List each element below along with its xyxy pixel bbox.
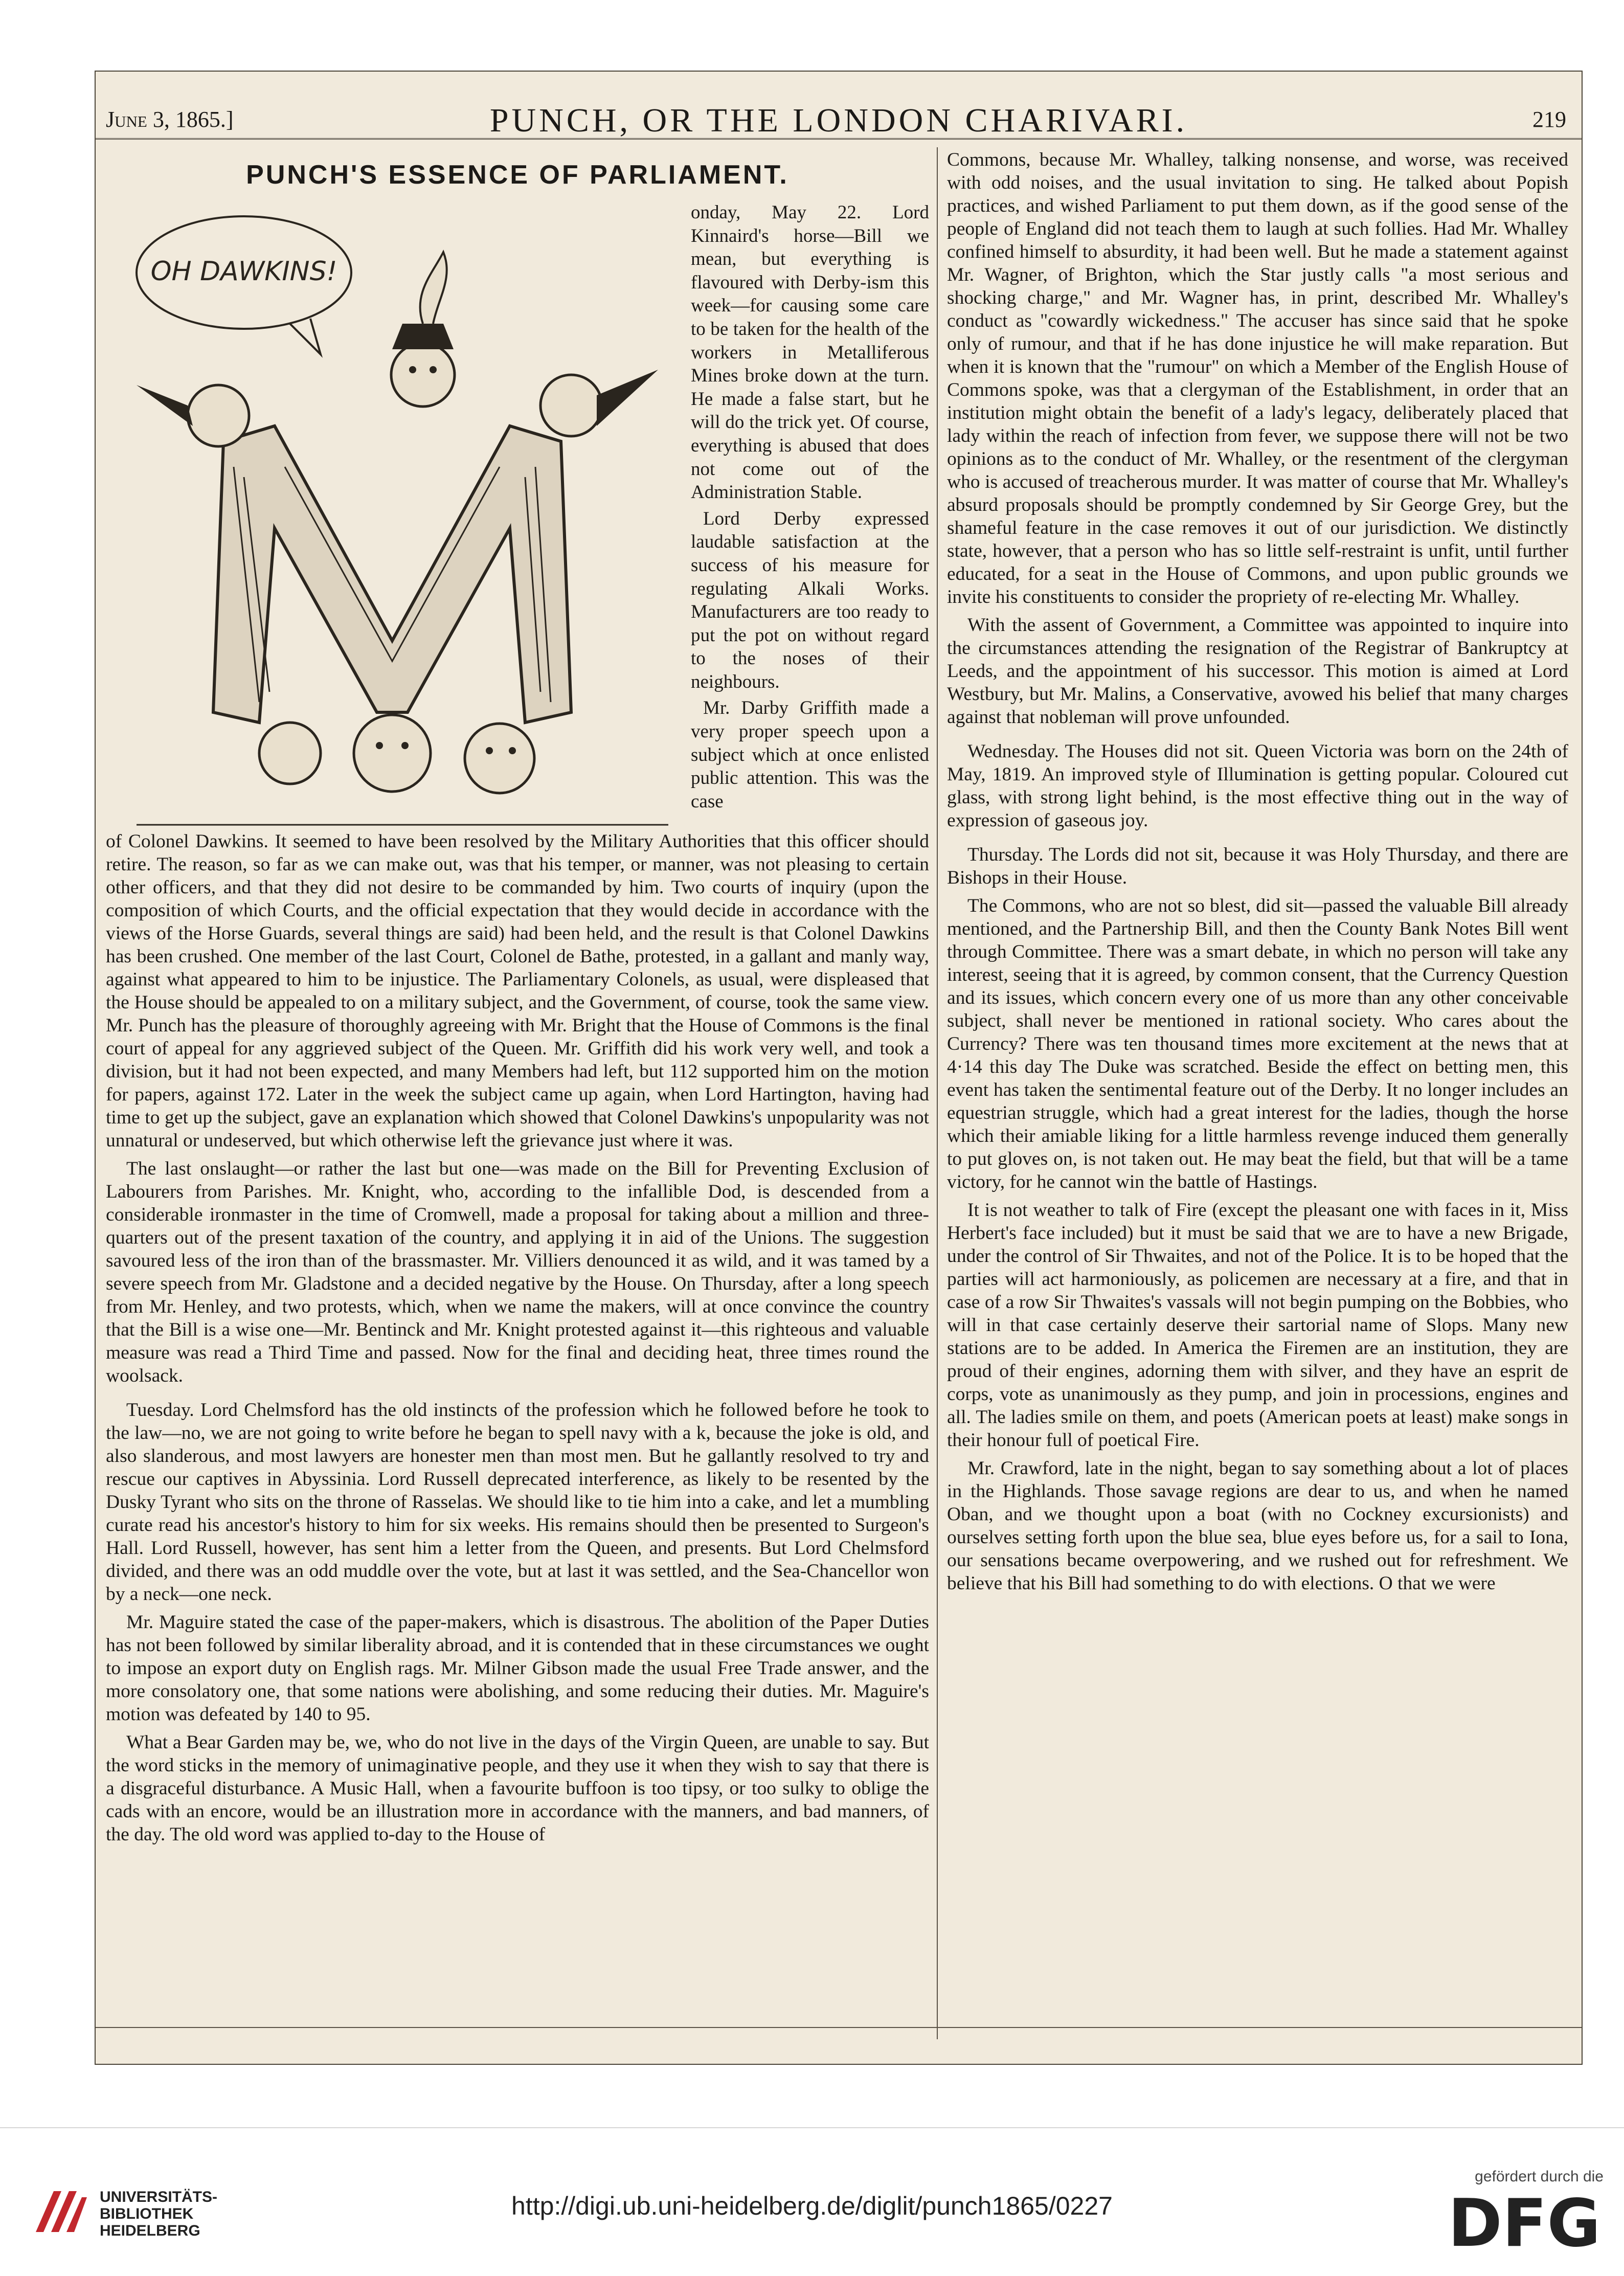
article-paragraph: The last onslaught—or rather the last but one—was made on the Bill for Preventing Exclusion of Labourers from Parishes. Mr. Knight, who, according to the infallible Dod, is descended from a considerable ironmaster in the time of Cromwell, made a proposal for taking about a million and three-quarters out of the present taxation of the country, and applying it in aid of the Unions. The suggestion savoured less of the iron than of the brassmaster. Mr. Villiers denounced it as wild, and it was tamed by a severe speech from Mr. Gladstone and a decided negative by the House. On Thursday, after a long speech from Mr. Henley, and two protests, which, when we name the makers, will at once convince the country that the Bill is a wise one—Mr. Bentinck and Mr. Knight protested against it—this righteous and valuable measure was read a Third Time and passed. Now for the final and deciding heat, three times round the woolsack. [106,1158,929,1386]
speech-bubble-text: OH DAWKINS! [150,256,337,287]
article-paragraph: The Commons, who are not so blest, did sit—passed the valuable Bill already mentioned, and the Partnership Bill, and then the County Bank Notes Bill went through Committee. There was a smart debate, in which no person will take any interest, seeing that it is agreed, by common consent, that the Currency Question and its issues, which concern every one of us more than any other conceivable subject, shall never be mentioned in rational society. Who cares about the Currency? There was ten thousand times more excitement at the news that at 4·14 this day The Duke was scratched. Beside the effect on betting men, this event has taken the sentimental feature out of the Derby. It no longer includes an equestrian struggle, which had a great interest for the ladies, though the horse which their amiable liking for a little harmless revenge induced them generally to put gloves on, is not taken out. He may beat the field, but that will be a tame victory, for he cannot win the battle of Hastings. [947,895,1568,1192]
left-column [106,148,929,1851]
cartoon-illustration [106,201,673,830]
lead-paragraph: Mr. Darby Griffith made a very proper speech upon a subject which at once enlisted public attention. This was the case [691,697,929,812]
footer-divider [0,2127,1624,2128]
article-paragraph: Thursday. The Lords did not sit, because it was Holy Thursday, and there are Bishops in their House. [947,844,1568,888]
issue-date: June 3, 1865.] [106,107,234,132]
article-paragraph: With the assent of Government, a Committee was appointed to inquire into the circumstances attending the resignation of the Registrar of Bankruptcy at Leeds, and the appointment of his successor. This motion is aimed at Lord Westbury, but Mr. Malins, a Conservative, avowed his belief that many charges against that nobleman will prove unfounded. [947,615,1568,728]
article-title: PUNCH'S ESSENCE OF PARLIAMENT. [246,160,789,190]
source-url-link[interactable]: http://digi.ub.uni-heidelberg.de/diglit/punch1865/0227 [511,2192,1113,2220]
article-paragraph: What a Bear Garden may be, we, who do not live in the days of the Virgin Queen, are unable to say. But the word sticks in the memory of unimaginative people, and they use it when they wish to say that there is a disgraceful disturbance. A Music Hall, when a favourite buffoon is too tipsy, or too sulky to oblige the cads with an encore, would be an illustration more in accordance with the manners, and bad manners, of the day. The old word was applied to-day to the House of [106,1732,929,1845]
newspaper-page [95,71,1583,2065]
article-paragraph: Mr. Maguire stated the case of the paper-makers, which is disastrous. The abolition of the Paper Duties has not been followed by similar liberality abroad, and it is contended that in these circumstances we ought to impose an export duty on English rags. Mr. Milner Gibson made the usual Free Trade answer, and the more consolatory one, that some nations were abolishing, and some reducing their duties. Mr. Maguire's motion was defeated by 140 to 95. [106,1612,929,1725]
column-divider [937,147,938,2039]
publication-title: PUNCH, OR THE LONDON CHARIVARI. [489,102,1188,139]
article-paragraph: Commons, because Mr. Whalley, talking nonsense, and worse, was received with odd noises, and the usual invitation to sing. He talked about Popish practices, and wished Parliament to put them down, as if the good sense of the people of England did not teach them to laugh at such follies. Had Mr. Whalley confined himself to absurdity, it had been well. But he made a statement against Mr. Wagner, of Brighton, which the Star justly calls "a most serious and shocking charge," and Mr. Wagner has, in print, described Mr. Whalley's conduct as "cowardly wickedness." The accuser has since said that he spoke only of rumour, and that if he has done injustice he will make reparation. But when it is known that the "rumour" on which a Member of the English House of Commons spoke, was that a clergyman of the Establishment, in order that an institution might obtain the benefit of a lady's legacy, deliberately placed that lady within the reach of infection from fever, we suppose there will not be two opinions as to the conduct of Mr. Whalley, or the resentment of the clergyman who is accused of treacherous murder. It was matter of course that Mr. Whalley's absurd proposals should be promptly condemned by Sir George Grey, but the shameful feature in the case removes it out of our jurisdiction. We distinctly state, however, that a person who has so little self-restraint is unfit, until further educated, for a seat in the House of Commons, and upon public grounds we invite his constituents to consider the propriety of re-electing Mr. Whalley. [947,149,1568,607]
article-paragraph: Wednesday. The Houses did not sit. Queen Victoria was born on the 24th of May, 1819. An improved style of Illumination is getting popular. Coloured cut glass, with strong light behind, is the most effective thing out in the way of expression of gaseous joy. [947,741,1568,831]
dfg-logo-text: DFG [1448,2189,1601,2255]
dfg-logo-icon [1445,2189,1604,2255]
article-paragraph: Mr. Crawford, late in the night, began to say something about a lot of places in the Highlands. Those savage regions are dear to us, and when he named Oban, and we thought upon a boat (with no Cockney excursionists) and ourselves setting forth upon the blue sea, blue eyes before us, for a sail to Iona, our sensations became overpowering, and we rushed out for refreshment. We believe that his Bill had something to do with elections. O that we were [947,1458,1568,1594]
article-paragraph: Tuesday. Lord Chelmsford has the old instincts of the profession which he followed before he took to the law—no, we are not going to write before he began to spell navy with a k, because the joke is old, and also slanderous, and most lawyers are honester men than most men. But he gallantly resolved to try and rescue our captives in Abyssinia. Lord Russell deprecated interference, as likely to be resented by the Dusky Tyrant who sits on the throne of Rasselas. We should like to tie him into a cake, and let a mumbling curate read his ancestor's history to him for six weeks. His remains should then be presented to Surgeon's Hall. Lord Russell, however, has sent him a letter from the Queen, and presents. But Lord Chelmsford divided, and there was an odd muddle over the vote, but at last it was settled, and the Sea-Chancellor won by a neck—one neck. [106,1400,929,1605]
article-lead [106,201,929,830]
page-bottom-rule [96,2027,1582,2028]
page-number: 219 [1532,107,1566,132]
funding-label: gefördert durch die [1475,2168,1604,2185]
library-name: UNIVERSITÄTS- BIBLIOTHEK HEIDELBERG [100,2189,218,2239]
running-head [96,92,1582,140]
lead-text [691,201,929,830]
digitization-footer [0,2127,1624,2275]
article-paragraph: It is not weather to talk of Fire (except the pleasant one with faces in it, Miss Herbert's face included) but it must be said that we are to have a new Brigade, under the control of Sir Thwaites, and not of the Police. It is to be hoped that the parties will act harmoniously, as policemen are necessary at a fire, and that in case of a row Sir Thwaites's vassals will not begin pumping on the Bobbies, who will in that case certainly deserve their sartorial name of Slops. Many new stations are to be added. In America the Firemen are an institution, they are proud of their engines, adorning them with silver, and they have an esprit de corps, vote as unanimously as they pump, and join in processions, engines and all. The ladies smile on them, and poets (American poets at least) make songs in their honour full of poetical Fire. [947,1200,1568,1451]
right-column [947,148,1568,1600]
article-paragraph: of Colonel Dawkins. It seemed to have been resolved by the Military Authorities that this officer should retire. The reason, so far as we can make out, was that his temper, or manner, was not pleasing to certain other officers, and that they did not desire to be commanded by him. Two courts of inquiry (upon the composition of which Courts, and the official expectation that they would decide in accordance with the views of the Horse Guards, several things are said) had been held, and the result is that Colonel Dawkins has been crushed. One member of the last Court, Colonel de Bathe, protested, in a gallant and manly way, against what appeared to him to be injustice. The Parliamentary Colonels, as usual, were displeased that the House should be appealed to on a military subject, and the Government, of course, took the same view. Mr. Punch has the pleasure of thoroughly agreeing with Mr. Bright that the House of Commons is the final court of appeal for any aggrieved subject of the Queen. Mr. Griffith did his work very well, and took a division, but it had not been expected, and many Members had left, but 112 supported him on the motion for papers, against 172. Later in the week the subject came up again, when Lord Hartington, having had time to get up the subject, gave an explanation which showed that Colonel Dawkins's unpopularity was not unnatural or undeserved, but which otherwise left the grievance just where it was. [106,831,929,1151]
lead-paragraph: onday, May 22. Lord Kinnaird's horse—Bill we mean, but everything is flavoured with Derby-ism this week—for causing some care to be taken for the health of the workers in Metalliferous Mines broke down at the turn. He made a false start, but he will do the trick yet. Of course, everything is abused that does not come out of the Administration Stable. [691,202,929,503]
letter-m-cartoon-image [106,201,673,830]
lead-paragraph: Lord Derby expressed laudable satisfaction at the success of his measure for regulating Alkali Works. Manufacturers are too ready to put the pot on without regard to the noses of their neighbours. [691,508,929,692]
